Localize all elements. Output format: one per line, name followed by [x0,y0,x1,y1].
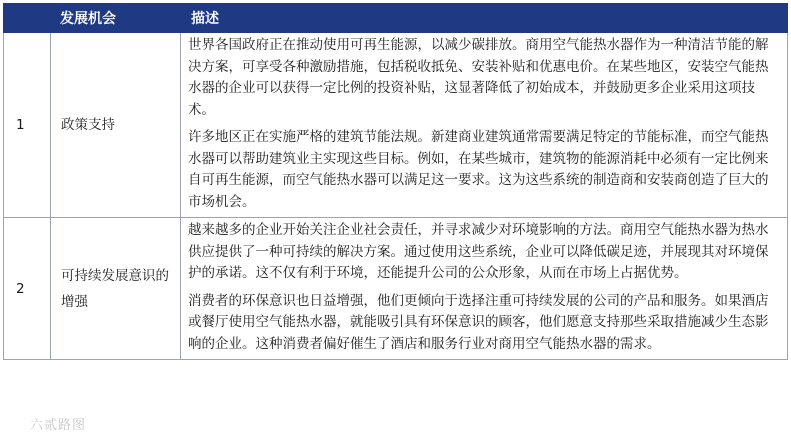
row-opportunity: 可持续发展意识的增强 [51,218,181,360]
row-index: 1 [4,33,51,218]
row-index: 2 [4,218,51,360]
table-header-row [4,4,788,33]
header-index [4,4,51,33]
description-paragraph: 越来越多的企业开始关注企业社会责任，并寻求减少对环境影响的方法。商用空气能热水器为热水供应提供了一种可持续的解决方案。通过使用这些系统，企业可以降低碳足迹，并展现其对环境保护的承诺。这不仅有利于环境，还能提升公司的公众形象，从而在市场上占据优势。 [188,222,769,281]
table-row [4,33,788,218]
description-paragraph: 消费者的环保意识也日益增强，他们更倾向于选择注重可持续发展的公司的产品和服务。如果酒店或餐厅使用空气能热水器，就能吸引具有环保意识的顾客，他们愿意支持那些采取措施减少生态影响的企业。这种消费者偏好催生了酒店和服务行业对商用空气能热水器的需求。 [188,292,769,352]
header-opportunity: 发展机会 [51,4,181,33]
watermark: 六贰路图 [30,418,87,433]
description-paragraph: 世界各国政府正在推动使用可再生能源，以减少碳排放。商用空气能热水器作为一种清洁节能的解决方案，可享受各种激励措施，包括税收抵免、安装补贴和优惠电价。在某些地区，安装空气能热水器的企业可以获得一定比例的投资补贴，这显著降低了初始成本，并鼓励更多企业采用这项技术。 [188,37,769,118]
row-opportunity: 政策支持 [51,33,181,218]
header-description: 描述 [181,4,788,33]
description-paragraph: 许多地区正在实施严格的建筑节能法规。新建商业建筑通常需要满足特定的节能标准，而空气能热水器可以帮助建筑业主实现这些目标。例如，在某些城市，建筑物的能源消耗中必须有一定比例来自可再生能源，而空气能热水器可以满足这一要求。这为这些系统的制造商和安装商创造了巨大的市场机会。 [188,129,769,210]
opportunity-table [3,3,788,360]
table-row [4,218,788,360]
row-description [181,218,788,360]
row-description [181,33,788,218]
